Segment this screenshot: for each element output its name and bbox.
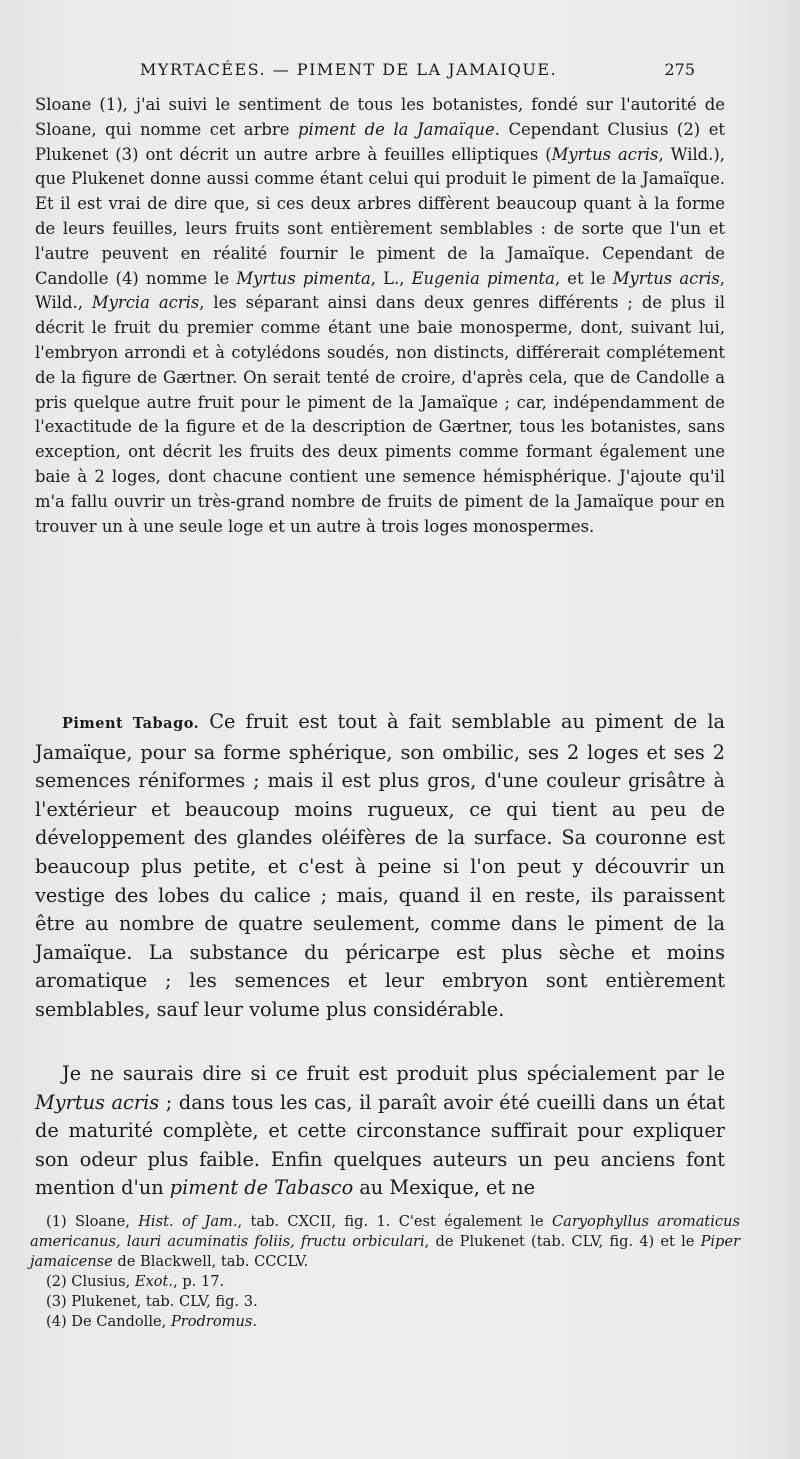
text-run: (1) Sloane,: [46, 1213, 139, 1230]
running-header: [140, 60, 695, 79]
section-run-in-heading: Piment Tabago.: [62, 715, 200, 732]
footnotes: [30, 1212, 740, 1332]
footnote-3: [30, 1292, 740, 1312]
footnote-4: [30, 1312, 740, 1332]
italic-run: Eugenia pimenta: [411, 268, 555, 288]
italic-run: Hist. of Jam.: [138, 1213, 238, 1230]
text-run: Je ne saurais dire si ce fruit est produit plus spécialement par le: [62, 1062, 725, 1085]
text-run: de Blackwell, tab. CCCLV.: [112, 1253, 309, 1270]
text-run: , les séparant ainsi dans deux genres différents ; de plus il décrit le fruit du premier comme étant une baie monosperme, dont, suivant lui, l'embryon arrondi et à cotylédons soudés, non distincts, différerait complétement de la figure de Gærtner. On serait tenté de croire, d'après cela, que de Candolle a pris quelque autre fruit pour le piment de la Jamaïque ; car, indépendamment de l'exactitude de la figure et de la description de Gærtner, tous les botanistes, sans exception, ont décrit les fruits des deux piments comme formant également une baie à 2 loges, dont chacune contient une semence hémisphérique. J'ajoute qu'il m'a fallu ouvrir un très-grand nombre de fruits de piment de la Jamaïque pour en trouver un à une seule loge et un autre à trois loges monospermes.: [35, 293, 725, 536]
text-run: , de Plukenet (tab. CLV, fig. 4) et le: [424, 1233, 701, 1250]
text-run: Ce fruit est tout à fait semblable au piment de la Jamaïque, pour sa forme sphérique, son ombilic, ses 2 loges et ses 2 semences réniformes ; mais il est plus gros, d'une couleur grisâtre à l'extérieur et beaucoup moins rugueux, ce qui tient au peu de développement des glandes oléifères de la surface. Sa couronne est beaucoup plus petite, et c'est à peine si l'on peut y découvrir un vestige des lobes du calice ; mais, quand il en reste, ils paraissent être au nombre de quatre seulement, comme dans le piment de la Jamaïque. La substance du péricarpe est plus sèche et moins aromatique ; les semences et leur embryon sont entièrement semblables, sauf leur volume plus considérable.: [35, 710, 725, 1021]
italic-run: Piper jamaicense: [30, 1233, 741, 1270]
text-run: . Cependant Clusius (2) et Plukenet (3) ont décrit un autre arbre à feuilles elliptiques (: [35, 119, 725, 164]
text-run: , p. 17.: [173, 1273, 225, 1290]
italic-run: Myrtus acris: [35, 1090, 160, 1114]
italic-run: Myrtus acris: [612, 268, 720, 288]
text-run: Sloane (1), j'ai suivi le sentiment de tous les botanistes, fondé sur l'autorité de Sloane, qui nomme cet arbre: [35, 95, 725, 139]
italic-run: piment de la Jamaïque: [298, 119, 495, 139]
paragraph-myrtus-acris: [35, 1060, 725, 1203]
italic-run: piment de Tabasco: [169, 1176, 354, 1200]
text-run: , et le: [554, 268, 613, 288]
paragraph-text: [35, 1060, 725, 1203]
paragraph-text: [35, 708, 725, 1025]
italic-run: Caryophyllus aromaticus americanus, lauri acuminatis foliis, fructu orbiculari: [30, 1213, 740, 1250]
text-run: .: [252, 1313, 257, 1330]
text-run: (2) Clusius,: [46, 1273, 135, 1290]
page-number: 275: [664, 60, 695, 79]
text-run: ; dans tous les cas, il paraît avoir été cueilli dans un état de maturité complète, et cette circonstance suffirait pour expliquer son odeur plus faible. Enfin quelques auteurs un peu anciens font mention d'un: [35, 1090, 725, 1200]
footnote-1: [30, 1212, 740, 1272]
text-run: au Mexique, et ne: [353, 1176, 536, 1200]
italic-run: Myrtus pimenta: [236, 268, 371, 288]
paragraph-sloane: [35, 93, 725, 539]
text-run: , L.,: [370, 268, 412, 288]
footnote-2: [30, 1272, 740, 1292]
italic-run: Prodromus: [170, 1313, 253, 1330]
text-run: (4) De Candolle,: [46, 1313, 171, 1330]
italic-run: Myrcia acris: [91, 293, 200, 313]
paragraph-piment-tabago: [35, 708, 725, 1025]
text-run: , Wild.), que Plukenet donne aussi comme étant celui qui produit le piment de la Jamaïque. Et il est vrai de dire que, si ces deux arbres diffèrent beaucoup quant à la forme de leurs feuilles, leurs fruits sont entièrement semblables : de sorte que l'un et l'autre peuvent en réalité fournir le piment de la Jamaïque. Cependant de Candolle (4) nomme le: [35, 144, 725, 288]
paragraph-text: [35, 93, 725, 539]
text-run: , Wild.,: [35, 268, 725, 313]
running-title: MYRTACÉES. — PIMENT DE LA JAMAIQUE.: [140, 60, 558, 79]
text-run: (3) Plukenet, tab. CLV, fig. 3.: [46, 1293, 258, 1310]
italic-run: Myrtus acris: [551, 144, 659, 164]
italic-run: Exot.: [134, 1273, 174, 1290]
text-run: , tab. CXCII, fig. 1. C'est également le: [237, 1213, 552, 1230]
